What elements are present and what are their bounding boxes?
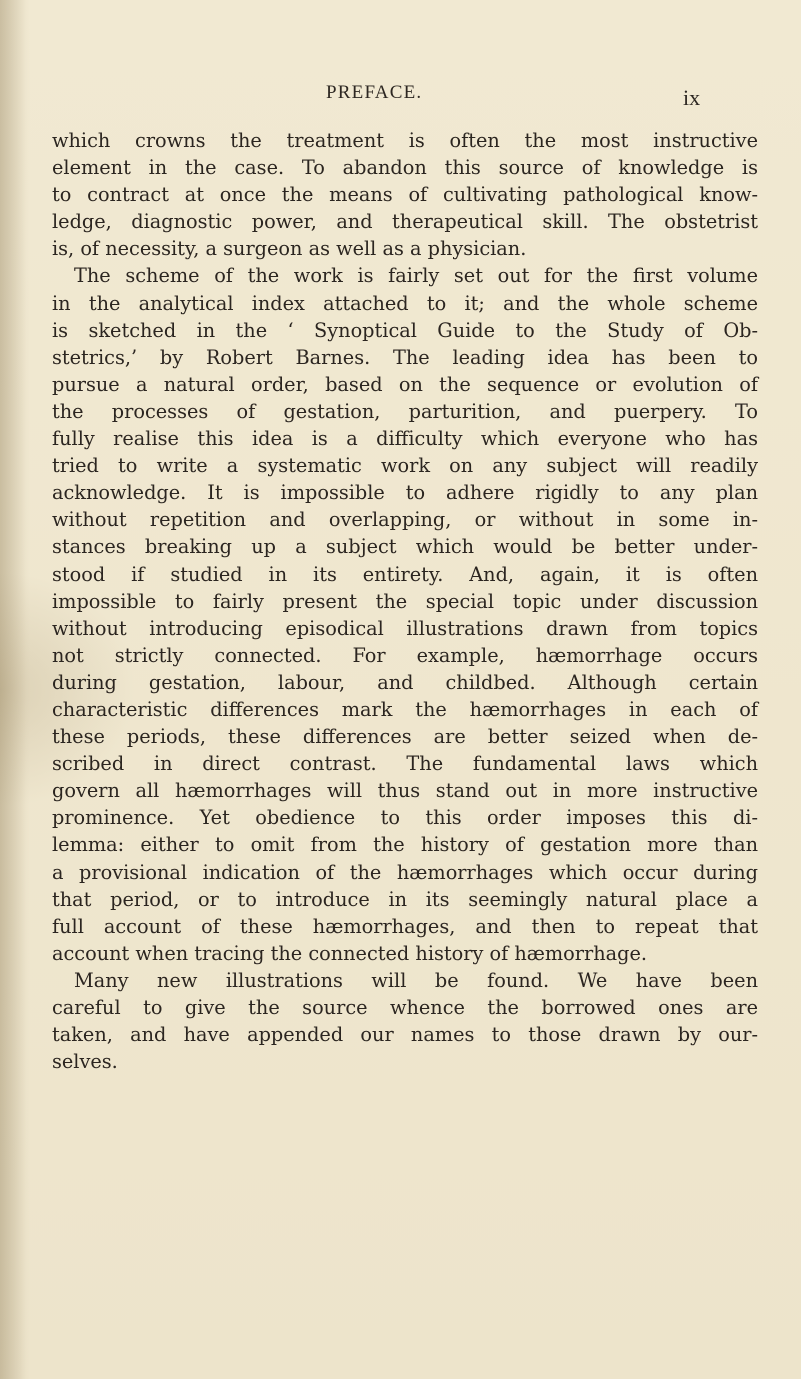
text-line: scribed in direct contrast. The fundamental laws which bbox=[52, 752, 758, 776]
text-line: element in the case. To abandon this source of knowledge is bbox=[52, 156, 758, 180]
text-line: during gestation, labour, and childbed. Although certain bbox=[52, 670, 758, 694]
text-line: these periods, these differences are better seized when de- bbox=[52, 725, 758, 749]
text-line: full account of these hæmorrhages, and then to repeat that bbox=[52, 914, 758, 938]
text-line: characteristic differences mark the hæmorrhages in each of bbox=[52, 697, 758, 721]
text-line: impossible to fairly present the special topic under discussion bbox=[52, 589, 758, 613]
text-line: The scheme of the work is fairly set out for the first volume bbox=[74, 264, 758, 288]
text-line: to contract at once the means of cultivating pathological know- bbox=[52, 183, 758, 207]
text-line: careful to give the source whence the borrowed ones are bbox=[52, 996, 758, 1019]
text-line: in the analytical index attached to it; and the whole scheme bbox=[52, 291, 758, 315]
page-gutter-shadow bbox=[0, 0, 26, 1379]
text-line: that period, or to introduce in its seemingly natural place a bbox=[52, 887, 758, 911]
text-line: ledge, diagnostic power, and therapeutical skill. The obstetrist bbox=[52, 210, 758, 234]
text-line: stances breaking up a subject which would be better under- bbox=[52, 535, 758, 559]
text-line: pursue a natural order, based on the sequence or evolution of bbox=[52, 372, 758, 396]
running-title: PREFACE. bbox=[326, 82, 423, 103]
text-line: fully realise this idea is a difficulty which everyone who has bbox=[52, 427, 758, 451]
text-line: govern all hæmorrhages will thus stand out in more instructive bbox=[52, 779, 758, 803]
text-line: Many new illustrations will be found. We have been bbox=[74, 968, 758, 992]
text-line: without repetition and overlapping, or without in some in- bbox=[52, 508, 758, 532]
text-line: which crowns the treatment is often the most instructive bbox=[52, 129, 758, 152]
text-line: stetrics,’ by Robert Barnes. The leading idea has been to bbox=[52, 345, 758, 369]
page-number: ix bbox=[683, 85, 701, 110]
text-line: acknowledge. It is impossible to adhere rigidly to any plan bbox=[52, 481, 758, 505]
text-line: not strictly connected. For example, hæmorrhage occurs bbox=[52, 643, 758, 667]
text-line: is, of necessity, a surgeon as well as a physician. bbox=[52, 237, 527, 261]
text-line: prominence. Yet obedience to this order imposes this di- bbox=[52, 806, 758, 830]
text-line: the processes of gestation, parturition, and puerpery. To bbox=[52, 399, 758, 423]
text-line: account when tracing the connected history of hæmorrhage. bbox=[52, 941, 648, 965]
text-line: selves. bbox=[52, 1050, 118, 1074]
text-line: tried to write a systematic work on any subject will readily bbox=[52, 454, 758, 478]
text-line: taken, and have appended our names to those drawn by our- bbox=[52, 1023, 758, 1047]
running-head bbox=[0, 82, 801, 108]
text-line: is sketched in the ‘ Synoptical Guide to the Study of Ob- bbox=[52, 318, 758, 342]
text-line: a provisional indication of the hæmorrhages which occur during bbox=[52, 860, 758, 884]
text-line: without introducing episodical illustrations drawn from topics bbox=[52, 616, 758, 640]
preface-body-text bbox=[52, 127, 758, 1075]
text-line: lemma: either to omit from the history of gestation more than bbox=[52, 833, 758, 857]
text-line: stood if studied in its entirety. And, again, it is often bbox=[52, 562, 758, 586]
